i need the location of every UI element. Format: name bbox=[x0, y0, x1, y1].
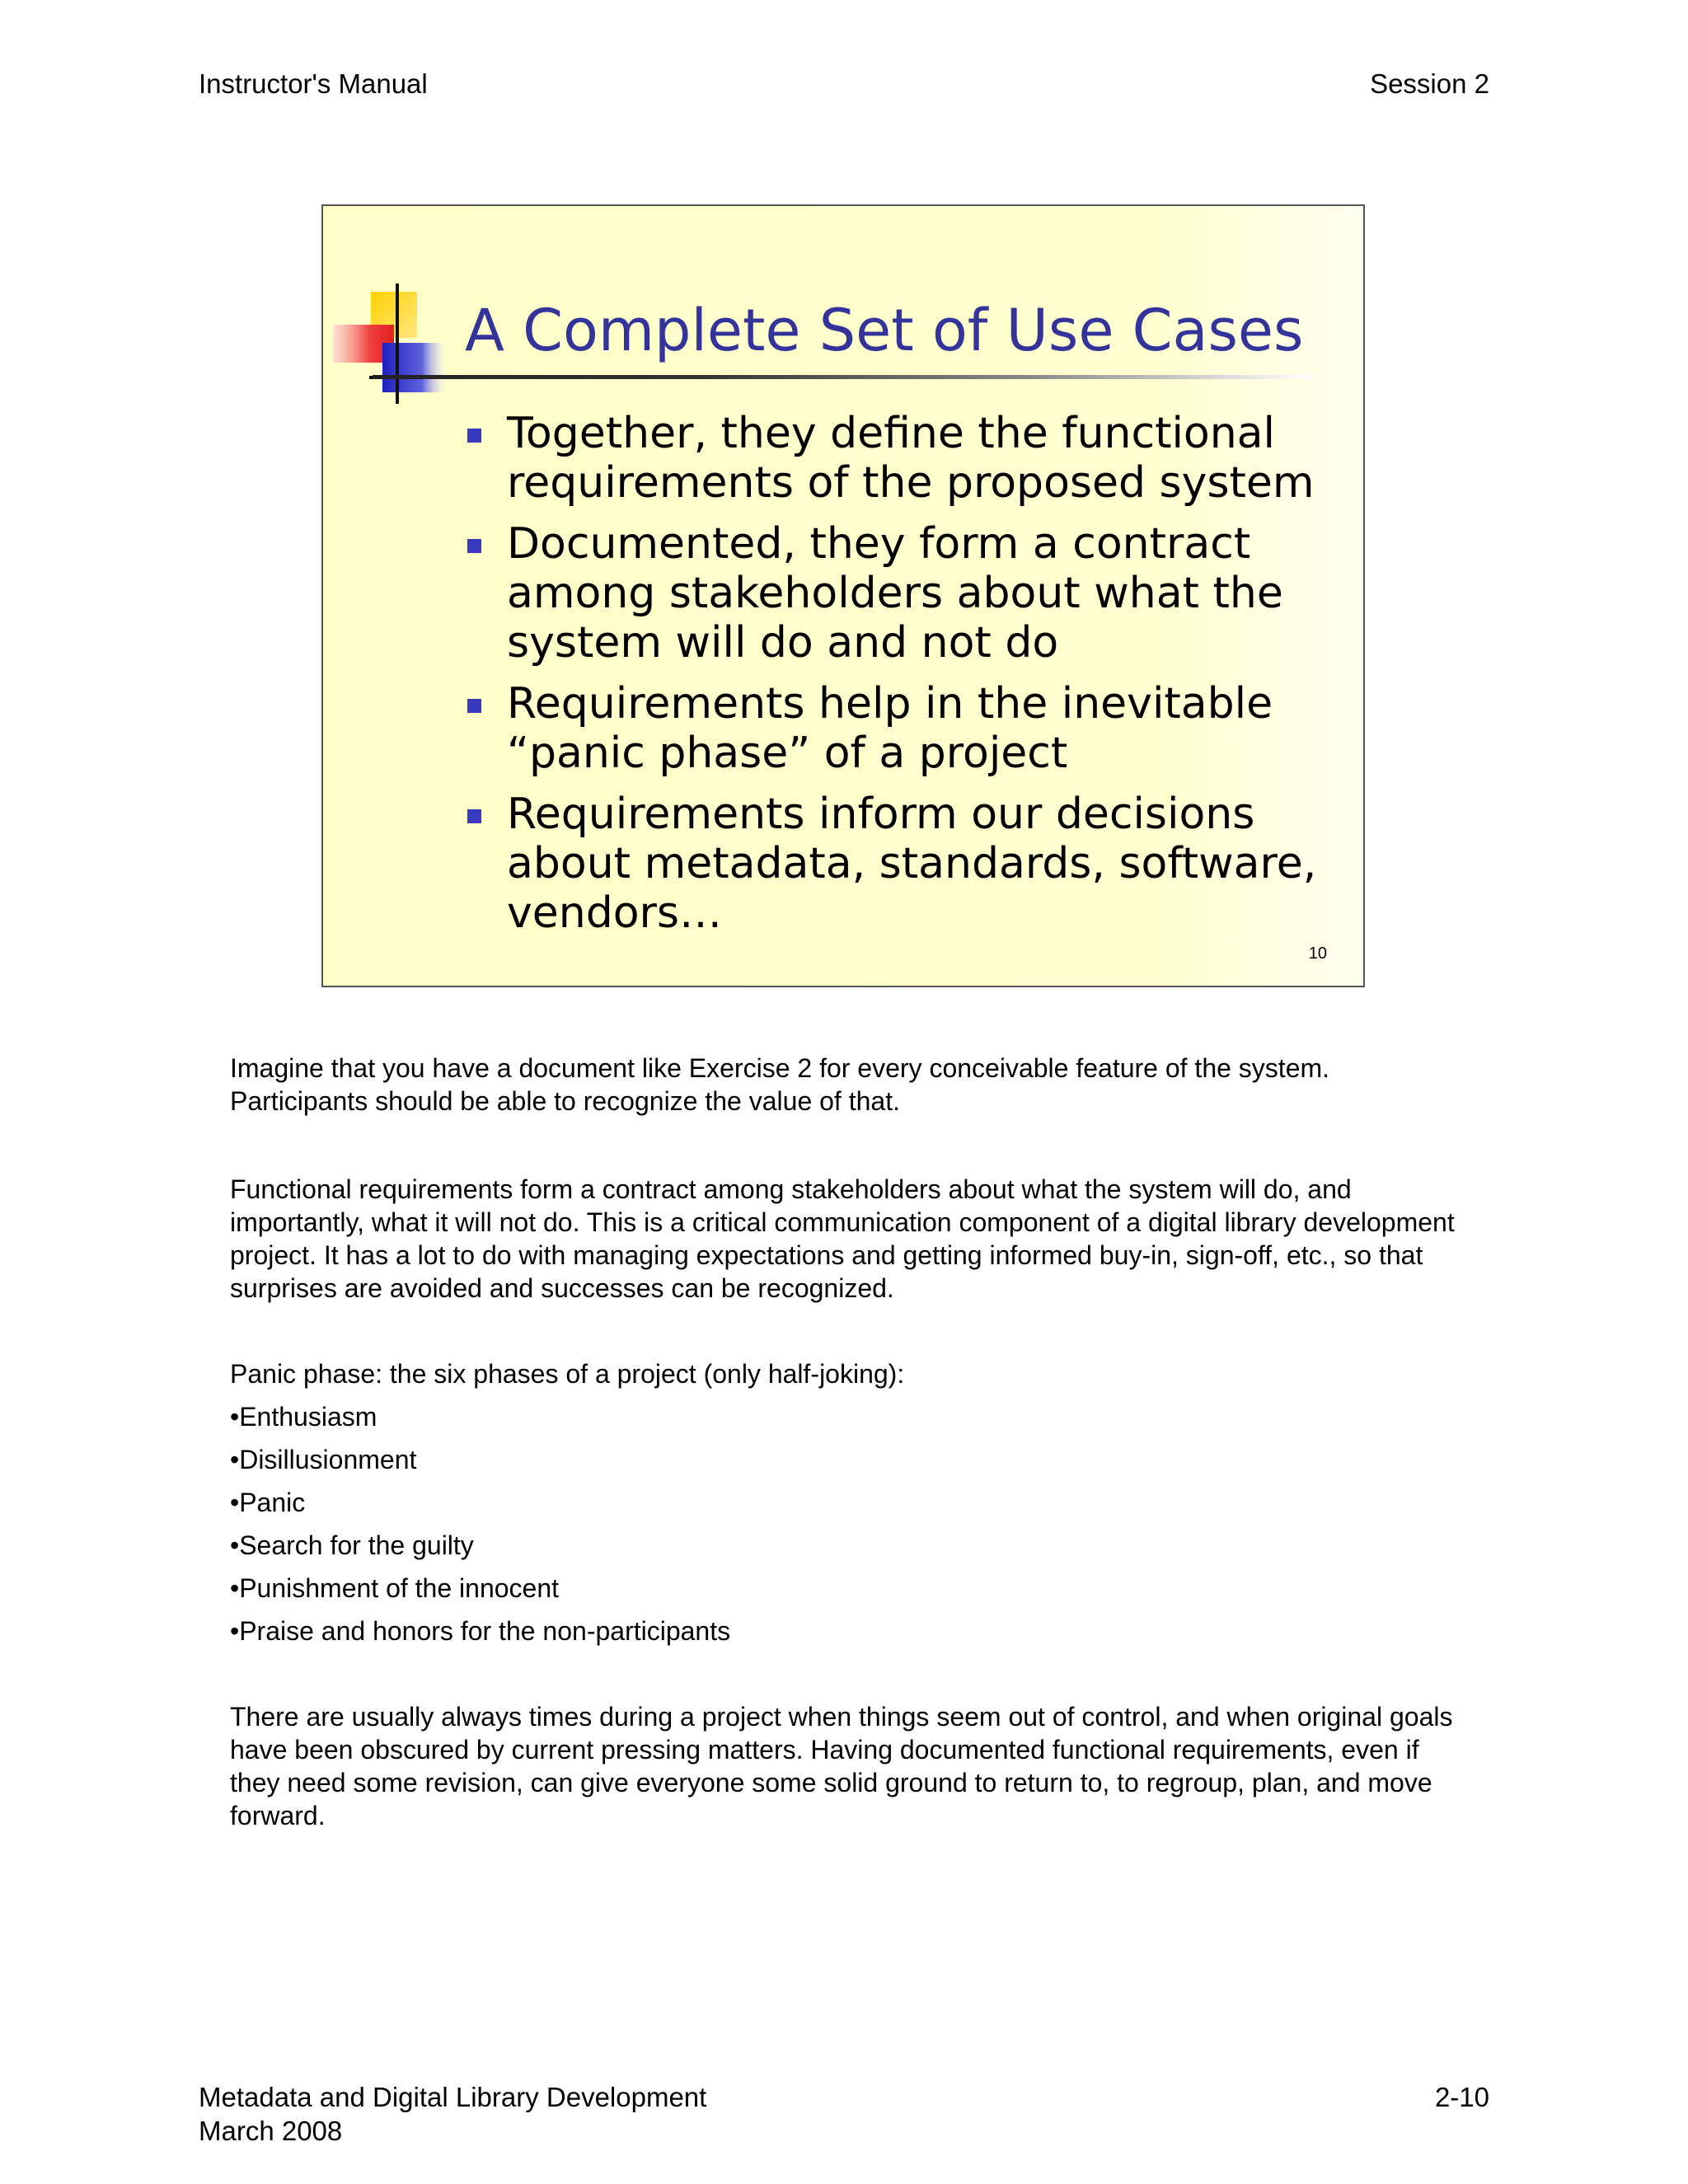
square-bullet-icon bbox=[467, 809, 481, 823]
instructor-notes bbox=[230, 1052, 1466, 1832]
slide-bullet bbox=[467, 790, 1341, 938]
list-item: •Search for the guilty bbox=[230, 1530, 474, 1560]
header-session: Session 2 bbox=[1370, 68, 1489, 99]
slide-bullet-text: Together, they define the functional requirements of the proposed system bbox=[507, 409, 1315, 508]
list-item: •Punishment of the innocent bbox=[230, 1573, 560, 1603]
slide-bullet-text: Documented, they form a contract among stakeholders about what the system will do and not do bbox=[507, 519, 1283, 668]
slide-number: 10 bbox=[1308, 944, 1327, 963]
square-bullet-icon bbox=[467, 429, 481, 443]
footer-page-number: 2-10 bbox=[1434, 2082, 1489, 2112]
slide-bullet-text: Requirements inform our decisions about metadata, standards, software, vendors… bbox=[507, 790, 1317, 938]
list-item: •Enthusiasm bbox=[230, 1402, 377, 1432]
phases-intro: Panic phase: the six phases of a project (only half-joking): bbox=[230, 1359, 905, 1389]
notes-paragraph: Functional requirements form a contract among stakeholders about what the system will do, and importantly, what it will not do. This is a critical communication component of a digital library development project. It has a lot to do with managing expectations and getting informed buy-in, sign-off, etc., so that surprises are avoided and successes can be recognized. bbox=[230, 1174, 1455, 1303]
slide-bullet-text: Requirements help in the inevitable “panic phase” of a project bbox=[507, 679, 1273, 778]
footer-date: March 2008 bbox=[199, 2116, 343, 2146]
list-item: •Disillusionment bbox=[230, 1445, 417, 1474]
header-manual-title: Instructor's Manual bbox=[199, 68, 428, 99]
square-bullet-icon bbox=[467, 699, 481, 713]
notes-paragraph: There are usually always times during a project when things seem out of control, and when original goals have been obscured by current pressing matters. Having documented functional requirements, even if they need some revision, can give everyone some solid ground to return to, to regroup, plan, and move forward. bbox=[230, 1702, 1453, 1830]
slide-bullet-list bbox=[467, 409, 1341, 949]
slide-title: A Complete Set of Use Cases bbox=[465, 297, 1304, 364]
slide-bullet bbox=[467, 679, 1341, 778]
square-bullet-icon bbox=[467, 539, 481, 553]
slide-image bbox=[321, 204, 1365, 987]
notes-paragraph: Imagine that you have a document like Exercise 2 for every conceivable feature of the system. Participants should be able to recognize the value of that. bbox=[230, 1053, 1330, 1116]
list-item: •Praise and honors for the non-participants bbox=[230, 1616, 731, 1646]
slide-bullet bbox=[467, 409, 1341, 508]
phase-list bbox=[230, 1400, 1466, 1647]
title-underline bbox=[373, 375, 1312, 379]
list-item: •Panic bbox=[230, 1488, 306, 1517]
slide-bullet bbox=[467, 519, 1341, 668]
footer-course-title: Metadata and Digital Library Development bbox=[199, 2082, 707, 2112]
slide-decoration-icon bbox=[333, 284, 457, 407]
